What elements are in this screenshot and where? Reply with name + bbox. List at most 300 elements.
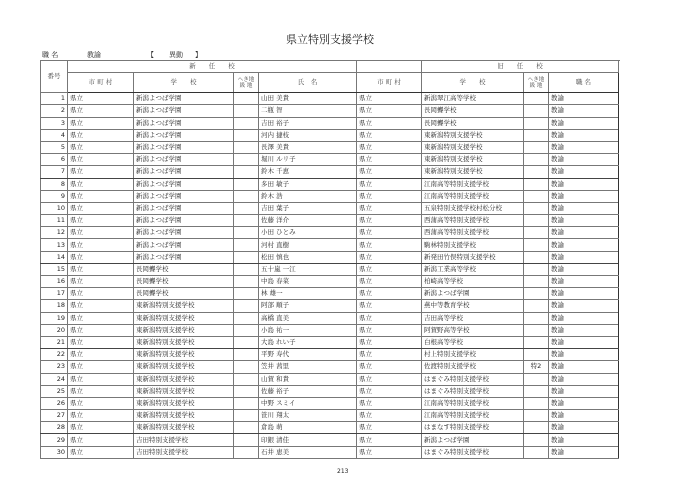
- new-remote: [234, 166, 259, 178]
- person-name: 小島 祐一: [259, 324, 357, 336]
- position: 教諭: [549, 361, 619, 373]
- new-municipality: 県立: [68, 129, 134, 141]
- table-row: [41, 141, 619, 153]
- old-school: はまぐみ特別支援学校: [422, 385, 524, 397]
- new-municipality: 県立: [68, 105, 134, 117]
- person-name: 二瓶 智: [259, 105, 357, 117]
- old-municipality: 県立: [357, 166, 422, 178]
- old-remote: [524, 215, 549, 227]
- old-municipality: 県立: [357, 288, 422, 300]
- new-school: 東新潟特別支援学校: [134, 410, 234, 422]
- table-row: [41, 239, 619, 251]
- new-remote: [234, 215, 259, 227]
- new-remote: [234, 239, 259, 251]
- new-municipality: 県立: [68, 276, 134, 288]
- table-row: [41, 361, 619, 373]
- transfer-type: 異動: [169, 51, 183, 59]
- bracket-close: 】: [195, 51, 202, 59]
- old-remote: [524, 154, 549, 166]
- header-old-school: 旧 任 校: [422, 61, 619, 73]
- old-municipality: 県立: [357, 227, 422, 239]
- old-remote: [524, 385, 549, 397]
- old-school: 江南高等特別支援学校: [422, 397, 524, 409]
- new-municipality: 県立: [68, 263, 134, 275]
- old-school: 燕中等教育学校: [422, 300, 524, 312]
- new-remote: [234, 385, 259, 397]
- new-municipality: 県立: [68, 288, 134, 300]
- position: 教諭: [549, 373, 619, 385]
- row-number: 27: [41, 410, 68, 422]
- person-name: 高橋 直美: [259, 312, 357, 324]
- old-school: はまぐみ特別支援学校: [422, 446, 524, 458]
- old-school: 西蒲高等特別支援学校: [422, 215, 524, 227]
- header-old-municipality: 市 町 村: [357, 73, 422, 93]
- table-row: [41, 105, 619, 117]
- table-row: [41, 215, 619, 227]
- old-remote: [524, 129, 549, 141]
- person-name: 吉田 裕子: [259, 117, 357, 129]
- table-row: [41, 385, 619, 397]
- table-row: [41, 434, 619, 446]
- old-remote: [524, 434, 549, 446]
- old-school: 西蒲高等特別支援学校: [422, 227, 524, 239]
- old-school: 江南高等特別支援学校: [422, 190, 524, 202]
- position: 教諭: [549, 434, 619, 446]
- old-municipality: 県立: [357, 361, 422, 373]
- old-municipality: 県立: [357, 178, 422, 190]
- position: 教諭: [549, 349, 619, 361]
- new-remote: [234, 263, 259, 275]
- old-municipality: 県立: [357, 105, 422, 117]
- person-name: 松田 慎也: [259, 251, 357, 263]
- position: 教諭: [549, 251, 619, 263]
- old-municipality: 県立: [357, 349, 422, 361]
- new-school: 東新潟特別支援学校: [134, 336, 234, 348]
- table-row: [41, 251, 619, 263]
- document-title: 県立特別支援学校: [286, 33, 374, 46]
- header-new-remote: へき地級 地: [234, 73, 259, 93]
- old-school: 東新潟特別支援学校: [422, 166, 524, 178]
- table-row: [41, 446, 619, 458]
- old-remote: [524, 446, 549, 458]
- position: 教諭: [549, 105, 619, 117]
- old-remote: [524, 263, 549, 275]
- old-municipality: 県立: [357, 215, 422, 227]
- old-municipality: 県立: [357, 190, 422, 202]
- header-new-school: 新 任 校: [68, 61, 357, 73]
- table-row: [41, 324, 619, 336]
- old-school: 佐渡特別支援学校: [422, 361, 524, 373]
- new-municipality: 県立: [68, 410, 134, 422]
- new-municipality: 県立: [68, 202, 134, 214]
- table-row: [41, 336, 619, 348]
- row-number: 3: [41, 117, 68, 129]
- new-remote: [234, 178, 259, 190]
- old-municipality: 県立: [357, 154, 422, 166]
- position: 教諭: [549, 312, 619, 324]
- old-municipality: 県立: [357, 141, 422, 153]
- new-school: 吉田特別支援学校: [134, 446, 234, 458]
- person-name: 河村 直樹: [259, 239, 357, 251]
- new-school: 新潟よつば学園: [134, 154, 234, 166]
- old-remote: [524, 276, 549, 288]
- old-remote: [524, 105, 549, 117]
- new-remote: [234, 227, 259, 239]
- position: 教諭: [549, 227, 619, 239]
- row-number: 2: [41, 105, 68, 117]
- old-school: はまぐみ特別支援学校: [422, 373, 524, 385]
- row-number: 12: [41, 227, 68, 239]
- old-school: 新潟翠江高等学校: [422, 93, 524, 105]
- table-row: [41, 312, 619, 324]
- new-school: 新潟よつば学園: [134, 93, 234, 105]
- old-remote: [524, 227, 549, 239]
- person-name: 石井 恵美: [259, 446, 357, 458]
- new-municipality: 県立: [68, 385, 134, 397]
- new-municipality: 県立: [68, 239, 134, 251]
- old-remote: [524, 288, 549, 300]
- row-number: 9: [41, 190, 68, 202]
- new-school: 新潟よつば学園: [134, 251, 234, 263]
- old-school: 新潟よつば学園: [422, 288, 524, 300]
- new-municipality: 県立: [68, 300, 134, 312]
- position: 教諭: [549, 166, 619, 178]
- new-remote: [234, 410, 259, 422]
- old-municipality: 県立: [357, 446, 422, 458]
- person-name: 小田 ひとみ: [259, 227, 357, 239]
- old-municipality: 県立: [357, 336, 422, 348]
- row-number: 13: [41, 239, 68, 251]
- header-position: 職 名: [549, 73, 619, 93]
- old-municipality: 県立: [357, 422, 422, 434]
- person-name: 五十嵐 一江: [259, 263, 357, 275]
- person-name: 多田 敏子: [259, 178, 357, 190]
- new-school: 新潟よつば学園: [134, 215, 234, 227]
- person-name: 佐藤 洋介: [259, 215, 357, 227]
- bracket-open: 【: [147, 51, 154, 59]
- new-school: 新潟よつば学園: [134, 227, 234, 239]
- new-municipality: 県立: [68, 178, 134, 190]
- new-remote: [234, 361, 259, 373]
- old-municipality: 県立: [357, 93, 422, 105]
- new-remote: [234, 202, 259, 214]
- new-municipality: 県立: [68, 154, 134, 166]
- new-school: 新潟よつば学園: [134, 105, 234, 117]
- table-row: [41, 166, 619, 178]
- old-school: 江南高等特別支援学校: [422, 410, 524, 422]
- old-school: 五泉特別支援学校村松分校: [422, 202, 524, 214]
- person-name: 笹川 翔太: [259, 410, 357, 422]
- new-school: 東新潟特別支援学校: [134, 361, 234, 373]
- position: 教諭: [549, 300, 619, 312]
- position: 教諭: [549, 178, 619, 190]
- table-row: [41, 422, 619, 434]
- person-name: 大島 れい子: [259, 336, 357, 348]
- new-remote: [234, 336, 259, 348]
- row-number: 18: [41, 300, 68, 312]
- position-value: 教諭: [87, 51, 101, 59]
- new-school: 東新潟特別支援学校: [134, 312, 234, 324]
- new-school: 新潟よつば学園: [134, 190, 234, 202]
- person-name: 河内 捷枝: [259, 129, 357, 141]
- table-row: [41, 410, 619, 422]
- position: 教諭: [549, 239, 619, 251]
- old-school: はまなす特別支援学校: [422, 422, 524, 434]
- old-school: 柏崎高等学校: [422, 276, 524, 288]
- table-row: [41, 397, 619, 409]
- old-school: 長岡聾学校: [422, 117, 524, 129]
- old-municipality: 県立: [357, 397, 422, 409]
- old-school: 阿賀野高等学校: [422, 324, 524, 336]
- old-municipality: 県立: [357, 410, 422, 422]
- old-remote: [524, 422, 549, 434]
- header-name-spacer: [357, 61, 422, 73]
- row-number: 11: [41, 215, 68, 227]
- new-school: 新潟よつば学園: [134, 178, 234, 190]
- new-remote: [234, 312, 259, 324]
- new-remote: [234, 397, 259, 409]
- position-line: [42, 50, 202, 60]
- old-school: 東新潟特別支援学校: [422, 141, 524, 153]
- header-name-2: 氏 名: [259, 73, 357, 93]
- person-name: 山田 美貴: [259, 93, 357, 105]
- old-remote: [524, 190, 549, 202]
- old-municipality: 県立: [357, 239, 422, 251]
- table-row: [41, 263, 619, 275]
- old-remote: [524, 410, 549, 422]
- new-municipality: 県立: [68, 227, 134, 239]
- old-municipality: 県立: [357, 202, 422, 214]
- table-row: [41, 129, 619, 141]
- old-remote: [524, 312, 549, 324]
- old-remote: [524, 397, 549, 409]
- old-school: 長岡聾学校: [422, 105, 524, 117]
- row-number: 21: [41, 336, 68, 348]
- new-remote: [234, 276, 259, 288]
- new-municipality: 県立: [68, 141, 134, 153]
- position: 教諭: [549, 117, 619, 129]
- position: 教諭: [549, 324, 619, 336]
- table-row: [41, 300, 619, 312]
- old-remote: [524, 324, 549, 336]
- old-municipality: 県立: [357, 129, 422, 141]
- old-municipality: 県立: [357, 300, 422, 312]
- person-name: 佐藤 裕子: [259, 385, 357, 397]
- row-number: 5: [41, 141, 68, 153]
- person-name: 山賀 和貴: [259, 373, 357, 385]
- new-remote: [234, 251, 259, 263]
- position: 教諭: [549, 397, 619, 409]
- new-remote: [234, 422, 259, 434]
- new-municipality: 県立: [68, 215, 134, 227]
- new-school: 東新潟特別支援学校: [134, 397, 234, 409]
- new-school: 長岡聾学校: [134, 276, 234, 288]
- old-municipality: 県立: [357, 312, 422, 324]
- person-name: 林 雄一: [259, 288, 357, 300]
- person-name: 平野 寿代: [259, 349, 357, 361]
- old-municipality: 県立: [357, 276, 422, 288]
- new-remote: [234, 434, 259, 446]
- old-remote: [524, 117, 549, 129]
- new-remote: [234, 373, 259, 385]
- new-municipality: 県立: [68, 117, 134, 129]
- old-remote: [524, 202, 549, 214]
- old-remote: [524, 373, 549, 385]
- old-school: 駒林特別支援学校: [422, 239, 524, 251]
- person-name: 鈴木 浩: [259, 190, 357, 202]
- position-label: 職 名: [42, 51, 59, 59]
- new-municipality: 県立: [68, 373, 134, 385]
- person-name: 堀川 ルリ子: [259, 154, 357, 166]
- old-remote: 特2: [524, 361, 549, 373]
- header-new-school-name: 学 校: [134, 73, 234, 93]
- new-municipality: 県立: [68, 251, 134, 263]
- header-new-municipality: 市 町 村: [68, 73, 134, 93]
- position: 教諭: [549, 215, 619, 227]
- old-remote: [524, 336, 549, 348]
- table-row: [41, 93, 619, 105]
- new-school: 東新潟特別支援学校: [134, 324, 234, 336]
- position: 教諭: [549, 190, 619, 202]
- person-name: 阿部 順子: [259, 300, 357, 312]
- row-number: 22: [41, 349, 68, 361]
- page-number: 213: [337, 468, 349, 475]
- person-name: 倉島 萌: [259, 422, 357, 434]
- table-row: [41, 227, 619, 239]
- row-number: 15: [41, 263, 68, 275]
- row-number: 7: [41, 166, 68, 178]
- new-remote: [234, 446, 259, 458]
- new-remote: [234, 105, 259, 117]
- old-school: 新潟よつば学園: [422, 434, 524, 446]
- row-number: 10: [41, 202, 68, 214]
- old-school: 新発田竹俣特別支援学校: [422, 251, 524, 263]
- new-municipality: 県立: [68, 93, 134, 105]
- old-municipality: 県立: [357, 324, 422, 336]
- new-school: 新潟よつば学園: [134, 117, 234, 129]
- new-municipality: 県立: [68, 336, 134, 348]
- new-municipality: 県立: [68, 166, 134, 178]
- old-municipality: 県立: [357, 251, 422, 263]
- old-municipality: 県立: [357, 263, 422, 275]
- new-school: 長岡聾学校: [134, 288, 234, 300]
- person-name: 笠井 茜里: [259, 361, 357, 373]
- old-municipality: 県立: [357, 385, 422, 397]
- old-school: 吉田高等学校: [422, 312, 524, 324]
- row-number: 1: [41, 93, 68, 105]
- new-municipality: 県立: [68, 349, 134, 361]
- new-municipality: 県立: [68, 422, 134, 434]
- row-number: 19: [41, 312, 68, 324]
- table-row: [41, 373, 619, 385]
- new-school: 東新潟特別支援学校: [134, 422, 234, 434]
- table-row: [41, 154, 619, 166]
- header-old-remote: へき地級 地: [524, 73, 549, 93]
- row-number: 8: [41, 178, 68, 190]
- new-school: 東新潟特別支援学校: [134, 373, 234, 385]
- new-school: 新潟よつば学園: [134, 239, 234, 251]
- old-school: 白根高等学校: [422, 336, 524, 348]
- new-municipality: 県立: [68, 397, 134, 409]
- person-name: 印銀 清佳: [259, 434, 357, 446]
- position: 教諭: [549, 336, 619, 348]
- position: 教諭: [549, 276, 619, 288]
- person-name: 長澤 美貴: [259, 141, 357, 153]
- new-remote: [234, 141, 259, 153]
- position: 教諭: [549, 141, 619, 153]
- new-school: 新潟よつば学園: [134, 141, 234, 153]
- old-school: 新潟工業高等学校: [422, 263, 524, 275]
- position: 教諭: [549, 154, 619, 166]
- row-number: 30: [41, 446, 68, 458]
- new-remote: [234, 324, 259, 336]
- new-municipality: 県立: [68, 324, 134, 336]
- position: 教諭: [549, 422, 619, 434]
- person-name: 吉田 葉子: [259, 202, 357, 214]
- new-remote: [234, 190, 259, 202]
- table-row: [41, 288, 619, 300]
- position: 教諭: [549, 129, 619, 141]
- old-remote: [524, 166, 549, 178]
- new-remote: [234, 117, 259, 129]
- old-remote: [524, 349, 549, 361]
- new-school: 新潟よつば学園: [134, 202, 234, 214]
- old-remote: [524, 141, 549, 153]
- new-school: 吉田特別支援学校: [134, 434, 234, 446]
- old-remote: [524, 178, 549, 190]
- position: 教諭: [549, 263, 619, 275]
- old-municipality: 県立: [357, 117, 422, 129]
- row-number: 6: [41, 154, 68, 166]
- table-row: [41, 190, 619, 202]
- old-remote: [524, 251, 549, 263]
- old-municipality: 県立: [357, 373, 422, 385]
- position: 教諭: [549, 202, 619, 214]
- row-number: 24: [41, 373, 68, 385]
- new-school: 東新潟特別支援学校: [134, 349, 234, 361]
- row-number: 25: [41, 385, 68, 397]
- header-number: 番号: [41, 61, 68, 93]
- row-number: 23: [41, 361, 68, 373]
- row-number: 16: [41, 276, 68, 288]
- new-school: 長岡聾学校: [134, 263, 234, 275]
- new-school: 新潟よつば学園: [134, 129, 234, 141]
- row-number: 29: [41, 434, 68, 446]
- old-remote: [524, 239, 549, 251]
- new-remote: [234, 129, 259, 141]
- row-number: 4: [41, 129, 68, 141]
- new-school: 東新潟特別支援学校: [134, 300, 234, 312]
- row-number: 26: [41, 397, 68, 409]
- person-name: 鈴木 千恵: [259, 166, 357, 178]
- new-remote: [234, 288, 259, 300]
- position: 教諭: [549, 288, 619, 300]
- table-row: [41, 202, 619, 214]
- new-school: 東新潟特別支援学校: [134, 385, 234, 397]
- table-row: [41, 276, 619, 288]
- position: 教諭: [549, 410, 619, 422]
- row-number: 20: [41, 324, 68, 336]
- new-remote: [234, 349, 259, 361]
- person-name: 中島 春菜: [259, 276, 357, 288]
- table-row: [41, 117, 619, 129]
- old-school: 東新潟特別支援学校: [422, 154, 524, 166]
- header-old-school-name: 学 校: [422, 73, 524, 93]
- new-municipality: 県立: [68, 312, 134, 324]
- old-school: 東新潟特別支援学校: [422, 129, 524, 141]
- personnel-table: [40, 60, 619, 459]
- new-municipality: 県立: [68, 434, 134, 446]
